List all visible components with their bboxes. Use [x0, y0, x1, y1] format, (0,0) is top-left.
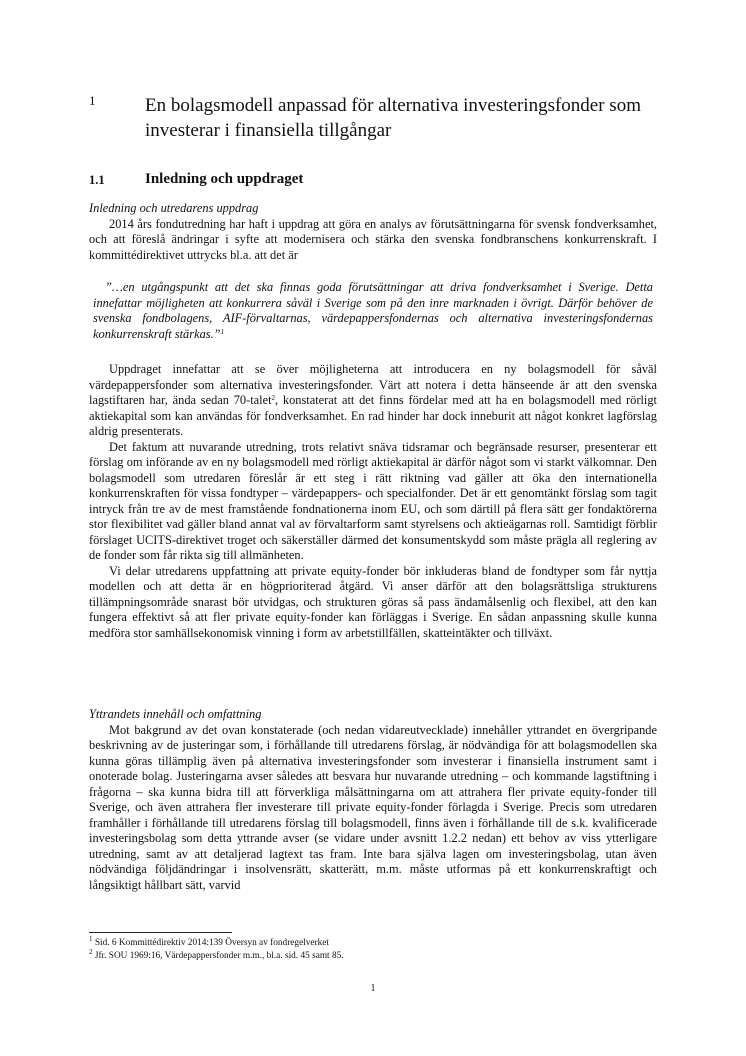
paragraph: Uppdraget innefattar att se över möjligheterna att introducera en ny bolagsmodell för såväl värdepappersfonder som alternativa investeringsfonder. Värt att notera i detta hänseende är att den svenska lagstiftaren har, ända sedan 70-talet$^2$, konstaterat att det finns fördelar med att ha en bolagsmodell med rörligt aktiekapital som kan användas för fondverksamhet. En rad hinder har dock inneburit att något konkret lagförslag aldrig presenterats.	[89, 362, 657, 438]
footnote-ref: 2	[271, 394, 276, 402]
section-intro-continued	[89, 362, 657, 641]
footnote-divider	[89, 932, 232, 933]
block-quote	[93, 280, 653, 342]
footnote: $^2$ Jfr. SOU 1969:16, Värdepappersfonder m.m., bl.a. sid. 45 samt 85.	[89, 948, 344, 961]
subheading-scope: Yttrandets innehåll och omfattning	[89, 707, 262, 721]
quote-text: ”…en utgångspunkt att det ska finnas goda förutsättningar att driva fondverksamhet i Sverige. Detta innefattar möjligheten att konkurrera såväl i Sverige som på den inre marknaden i övrigt. Därför behöver de svenska fondbolagens, AIF-förvaltarnas, värdepappersfondernas och alternativa investeringsfondernas konkurrenskraft stärkas.”	[93, 280, 653, 341]
section-title: Inledning och uppdraget	[145, 171, 304, 187]
section-intro	[89, 201, 657, 263]
paragraph: Det faktum att nuvarande utredning, trots relativt snäva tidsramar och begränsade resurser, presenterar ett förslag om införande av en ny bolagsmodell med rörligt aktiekapital är därför något som vi starkt välkomnar. Den bolagsmodell som utredaren föreslår är ett steg i rätt riktning vad gäller att öka den internationella konkurrenskraften för vissa fondtyper – värdepappers- och specialfonder. Det är ett genomtänkt förslag som tagit intryck från tre av de mest framstående fondnationerna inom EU, och som därtill på flera sätt ger fondaktörerna stor flexibilitet vad gäller bland annat val av förvaltarform samt styrelsens och aktieägarnas roll. Samtidigt förblir förslaget UCITS-direktivet troget och säkerställer därmed det konsumentskydd som måste prägla all reglering av de fonder som får rikta sig till allmänheten.	[89, 439, 657, 562]
paragraph: 2014 års fondutredning har haft i uppdrag att göra en analys av förutsättningarna för svensk fondverksamhet, och att föreslå ändringar i syfte att modernisera och stärka den svenska fondbranschens konkurrenskraft. I kommittédirektivet uttrycks bl.a. att det är	[89, 216, 657, 262]
paragraph: Mot bakgrund av det ovan konstaterade (och nedan vidareutvecklade) innehåller yttrandet en övergripande beskrivning av de justeringar som, i förhållande till utredarens förslag, är nödvändiga för att bolagsmodellen ska kunna göras tillämplig även på alternativa investeringsfonder som investerar i finansiella instrument samt i onoterade bolag. Justeringarna avser således att besvara hur nuvarande utredning – och kommande lagstiftning i frågorna – ska kunna bidra till att förverkliga målsättningarna om att attrahera fler private equity-fonder till Sverige, och även attrahera fler investerare till private equity-fonder förlagda i Sverige. Precis som utredaren framhåller i förhållande till utredarens förslag till bolagsmodell, finns även i förhållande till de s.k. kvalificerade investeringsbolag som detta yttrande avser (se vidare under avsnitt 1.2.2 nedan) ett behov av viss ytterligare utredning, samt av att detaljerad lagtext tas fram. Inte bara själva lagen om investeringsbolag, utan även nödvändiga följdändringar i insolvensrätt, skatterätt, m.m. måste utformas på ett konkurrenskraftigt och långsiktigt hållbart sätt, varvid	[89, 722, 657, 892]
section-scope	[89, 707, 657, 893]
page-number: 1	[370, 983, 376, 994]
footnote-ref: 1	[220, 327, 225, 336]
footnotes	[89, 937, 657, 963]
section-number: 1.1	[89, 173, 105, 187]
chapter-title: En bolagsmodell anpassad för alternativa investeringsfonder som investerar i finansiella tillgångar	[145, 95, 641, 141]
subheading-intro: Inledning och utredarens uppdrag	[89, 201, 259, 215]
chapter-number: 1	[89, 93, 96, 108]
footnote: $^1$ Sid. 6 Kommittédirektiv 2014:139 Översyn av fondregelverket	[89, 935, 330, 948]
paragraph: Vi delar utredarens uppfattning att private equity-fonder bör inkluderas bland de fondtyper som får nyttja modellen och att detta är en högprioriterad åtgärd. Vi anser därför att den bolagsrättsliga strukturens tillämpningsområde snarast bör utvidgas, och strukturen göras så pass ändamålsenlig och flexibel, att den kan fungera effektivt så att fler private equity-fonder kan förläggas i Sverige. En sådan anpassning skulle kunna medföra stor samhällsekonomisk vinning i form av arbetstillfällen, skatteintäkter och tillväxt.	[89, 563, 657, 640]
